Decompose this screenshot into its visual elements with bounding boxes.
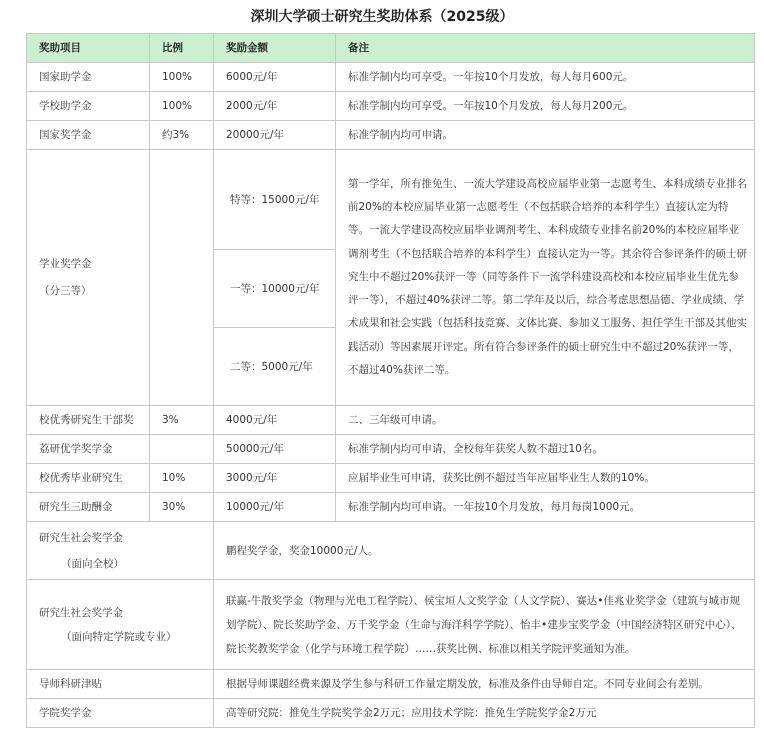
item-name: 导师科研津贴: [27, 670, 214, 699]
header-ratio: 比例: [150, 34, 214, 63]
item-name: [27, 580, 214, 670]
table-row: [27, 699, 755, 728]
tier-second: 二等：5000元/年: [214, 328, 336, 406]
item-amount: 3000元/年: [214, 464, 336, 493]
table-row: [27, 670, 755, 699]
item-amount: 50000元/年: [214, 435, 336, 464]
header-amount: 奖励金额: [214, 34, 336, 63]
item-name: 校优秀研究生干部奖: [27, 406, 150, 435]
item-name-line1: 研究生社会奖学金: [39, 606, 123, 619]
item-amount: 6000元/年: [214, 63, 336, 92]
item-ratio: 3%: [150, 406, 214, 435]
table-row: [27, 493, 755, 522]
scholarship-table: [26, 33, 755, 728]
item-note: 第一学年，所有推免生、一流大学建设高校应届毕业第一志愿考生、本科成绩专业排名前20%的本校应届毕业第一志愿考生（不包括联合培养的本科学生）直接认定为特等。一流大学建设高校应届毕业调剂考生、本科成绩专业排名前20%的本校应届毕业调剂考生（不包括联合培养的本科学生）直接认定为一等。其余符合参评条件的硕士研究生中不超过20%获评一等（同等条件下一流学科建设高校和本校应届毕业生优先参评一等），不超过40%获评二等。第二学年及以后，综合考虑思想品德、学业成绩、学术成果和社会实践（包括科技竞赛、文体比赛、参加义工服务、担任学生干部及其他实践活动）等因素展开评定。所有符合参评条件的硕士研究生中不超过20%获评一等，不超过40%获评二等。: [336, 150, 755, 406]
item-ratio: 100%: [150, 63, 214, 92]
table-row: [27, 580, 755, 670]
item-name: 国家助学金: [27, 63, 150, 92]
table-row: [27, 150, 755, 250]
item-name: 学校助学金: [27, 92, 150, 121]
item-name: [27, 150, 150, 406]
item-amount: 10000元/年: [214, 493, 336, 522]
table-row: [27, 121, 755, 150]
item-note: 鹏程奖学金，奖金10000元/人。: [214, 522, 755, 580]
table-row: [27, 406, 755, 435]
item-name: 校优秀毕业研究生: [27, 464, 150, 493]
item-name-line2: （分三等）: [39, 284, 92, 297]
header-item: 奖助项目: [27, 34, 150, 63]
item-note: 二、三年级可申请。: [336, 406, 755, 435]
page-title: 深圳大学硕士研究生奖助体系（2025级）: [250, 9, 514, 25]
table-row: [27, 63, 755, 92]
item-note: 标准学制内均可享受。一年按10个月发放，每人每月200元。: [336, 92, 755, 121]
item-ratio: [150, 435, 214, 464]
item-amount: 20000元/年: [214, 121, 336, 150]
item-note: 标准学制内均可申请。: [336, 121, 755, 150]
item-ratio: 10%: [150, 464, 214, 493]
item-note: 高等研究院：推免生学院奖学金2万元；应用技术学院：推免生学院奖学金2万元: [214, 699, 755, 728]
item-name-line2: （面向特定学院或专业）: [61, 630, 177, 643]
item-ratio: 100%: [150, 92, 214, 121]
item-name: 学院奖学金: [27, 699, 214, 728]
table-header-row: [27, 34, 755, 63]
item-ratio: 约3%: [150, 121, 214, 150]
item-note: 标准学制内均可享受。一年按10个月发放，每人每月600元。: [336, 63, 755, 92]
tier-special: 特等：15000元/年: [214, 150, 336, 250]
header-note: 备注: [336, 34, 755, 63]
item-note: 根据导师课题经费来源及学生参与科研工作量定期发放，标准及条件由导师自定。不同专业间会有差别。: [214, 670, 755, 699]
table-row: [27, 435, 755, 464]
table-row: [27, 464, 755, 493]
item-name: [27, 522, 214, 580]
item-amount: 4000元/年: [214, 406, 336, 435]
item-name-line1: 研究生社会奖学金: [39, 531, 123, 544]
item-ratio: [150, 150, 214, 406]
tier-first: 一等：10000元/年: [214, 250, 336, 328]
item-name-line1: 学业奖学金: [39, 257, 92, 270]
item-note: 标准学制内均可申请，全校每年获奖人数不超过10名。: [336, 435, 755, 464]
item-name-line2: （面向全校）: [61, 557, 124, 570]
item-ratio: 30%: [150, 493, 214, 522]
table-row: [27, 92, 755, 121]
item-name: 国家奖学金: [27, 121, 150, 150]
table-row: [27, 522, 755, 580]
item-note: 应届毕业生可申请，获奖比例不超过当年应届毕业生人数的10%。: [336, 464, 755, 493]
item-note: 联赢-牛散奖学金（物理与光电工程学院）、侯宝垣人文奖学金（人文学院）、赛达•佳兆业奖学金（建筑与城市规划学院）、院长奖助学金、万千奖学金（生命与海洋科学学院）、怡丰•建步宝奖学金（中国经济特区研究中心）、院长奖教奖学金（化学与环境工程学院）……获奖比例、标准以相关学院评奖通知为准。: [214, 580, 755, 670]
item-note: 标准学制内均可申请。一年按10个月发放，每月每岗1000元。: [336, 493, 755, 522]
item-name: 荔研优学奖学金: [27, 435, 150, 464]
item-amount: 2000元/年: [214, 92, 336, 121]
item-name: 研究生三助酬金: [27, 493, 150, 522]
